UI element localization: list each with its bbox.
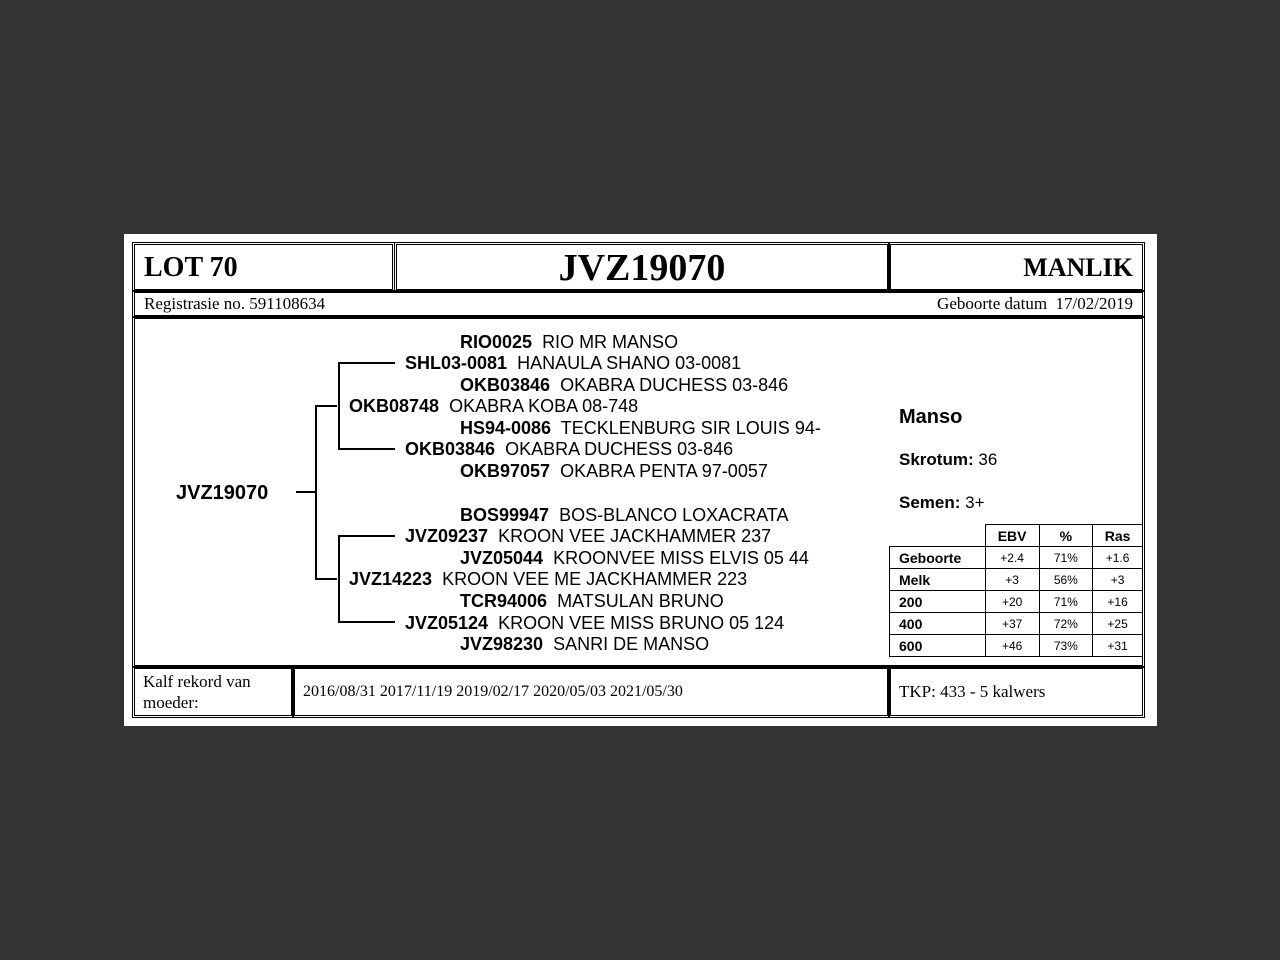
- lot-card: [124, 234, 1157, 726]
- pedigree-entry: JVZ14223 KROON VEE ME JACKHAMMER 223: [349, 569, 748, 589]
- calf-record-dates: 2016/08/31 2017/11/19 2019/02/17 2020/05/03 2021/05/30: [303, 683, 683, 700]
- semen-label: Semen:: [899, 493, 961, 512]
- pedigree-entry: OKB03846 OKABRA DUCHESS 03-846: [405, 439, 734, 459]
- pedigree-connector: [338, 535, 340, 623]
- registration-label: Registrasie no.: [144, 294, 246, 313]
- pedigree-entry: JVZ05044 KROONVEE MISS ELVIS 05 44: [460, 548, 809, 568]
- pedigree-connector: [338, 535, 395, 537]
- pedigree-entry: SHL03-0081 HANAULA SHANO 03-0081: [405, 353, 742, 373]
- animal-id-title: JVZ19070: [558, 247, 726, 289]
- registration-info: [144, 294, 325, 314]
- pedigree-entry: BOS99947 BOS-BLANCO LOXACRATA: [460, 505, 789, 525]
- pedigree-connector: [338, 362, 340, 450]
- birth-info: [937, 294, 1133, 314]
- table-row: Melk +3 56% +3: [890, 569, 1143, 591]
- table-row: 400 +37 72% +25: [890, 613, 1143, 635]
- pedigree-connector: [338, 362, 395, 364]
- skrotum-label: Skrotum:: [899, 450, 974, 469]
- skrotum-value: 36: [978, 450, 998, 469]
- ebv-table: [889, 524, 1143, 657]
- calf-record-label: Kalf rekord van moeder:: [143, 672, 251, 712]
- pedigree-entry: HS94-0086 TECKLENBURG SIR LOUIS 94-: [460, 418, 821, 438]
- animal-name: Manso: [899, 406, 963, 428]
- pedigree-entry: OKB03846 OKABRA DUCHESS 03-846: [460, 375, 789, 395]
- pedigree-animal: JVZ19070: [176, 482, 269, 504]
- pedigree-entry: TCR94006 MATSULAN BRUNO: [460, 591, 724, 611]
- column-header: Ras: [1093, 525, 1143, 547]
- skrotum-info: [899, 449, 997, 471]
- pedigree-connector: [315, 405, 317, 580]
- semen-value: 3+: [965, 493, 985, 512]
- pedigree-connector: [315, 405, 337, 407]
- pedigree-entry: OKB97057 OKABRA PENTA 97-0057: [460, 461, 768, 481]
- pedigree-entry: JVZ05124 KROON VEE MISS BRUNO 05 124: [405, 613, 785, 633]
- semen-info: [899, 492, 985, 514]
- birth-date-label: Geboorte datum: [937, 294, 1048, 313]
- pedigree-connector: [296, 491, 315, 493]
- pedigree-entry: JVZ09237 KROON VEE JACKHAMMER 237: [405, 526, 772, 546]
- column-header: %: [1039, 525, 1093, 547]
- lot-number: LOT 70: [144, 252, 238, 283]
- pedigree-connector: [338, 448, 395, 450]
- pedigree-connector: [315, 578, 337, 580]
- pedigree-entry: JVZ98230 SANRI DE MANSO: [460, 634, 710, 654]
- table-row: 600 +46 73% +31: [890, 635, 1143, 657]
- tkp-info: TKP: 433 - 5 kalwers: [899, 682, 1046, 701]
- table-row: Geboorte +2.4 71% +1.6: [890, 547, 1143, 569]
- table-row: 200 +20 71% +16: [890, 591, 1143, 613]
- column-header: EBV: [985, 525, 1039, 547]
- pedigree-entry: RIO0025 RIO MR MANSO: [460, 332, 679, 352]
- pedigree-entry: OKB08748 OKABRA KOBA 08-748: [349, 396, 639, 416]
- pedigree-connector: [338, 621, 395, 623]
- birth-date: 17/02/2019: [1055, 294, 1133, 313]
- table-header-row: [890, 525, 1143, 547]
- sex-label: MANLIK: [1023, 253, 1133, 282]
- registration-number: 591108634: [249, 294, 326, 313]
